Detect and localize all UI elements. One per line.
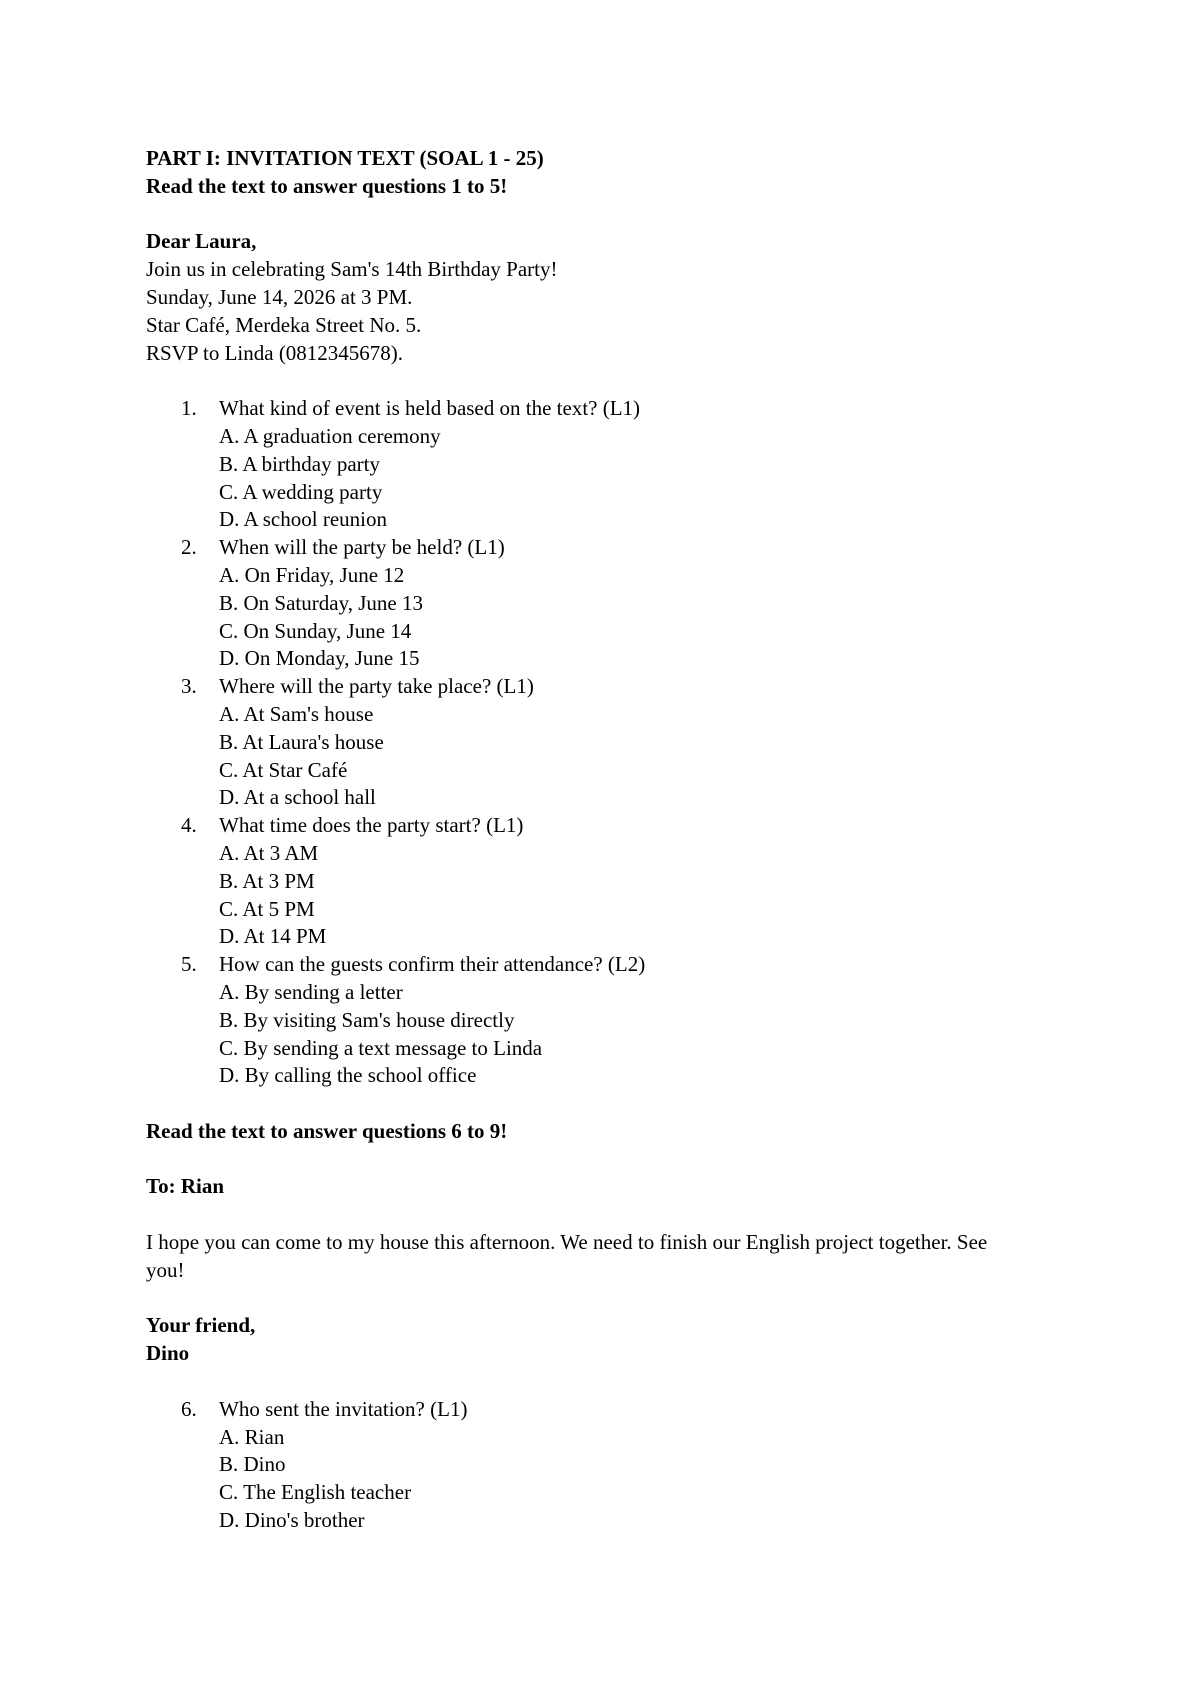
question-item-1 bbox=[146, 395, 1026, 534]
answer-option: D. Dino's brother bbox=[219, 1508, 365, 1533]
question-item-2 bbox=[146, 534, 1026, 673]
question-text: How can the guests confirm their attendance? (L2) bbox=[219, 952, 646, 977]
answer-option: B. Dino bbox=[219, 1452, 286, 1477]
answer-option: B. At 3 PM bbox=[219, 868, 315, 893]
invitation-greeting: Dear Laura, bbox=[146, 229, 257, 254]
invitation-line: Star Café, Merdeka Street No. 5. bbox=[146, 312, 422, 337]
answer-option: A. Rian bbox=[219, 1424, 285, 1449]
answer-option: D. On Monday, June 15 bbox=[219, 646, 420, 671]
question-text: Who sent the invitation? (L1) bbox=[219, 1396, 468, 1421]
answer-option: B. On Saturday, June 13 bbox=[219, 590, 423, 615]
answer-option: A. A graduation ceremony bbox=[219, 423, 441, 448]
answer-option: D. By calling the school office bbox=[219, 1063, 477, 1088]
answer-option: C. A wedding party bbox=[219, 479, 383, 504]
answer-option: D. A school reunion bbox=[219, 507, 387, 532]
question-text: Where will the party take place? (L1) bbox=[219, 674, 534, 699]
document-page bbox=[146, 145, 1026, 1535]
question-item-4 bbox=[146, 812, 1026, 951]
question-text: When will the party be held? (L1) bbox=[219, 535, 505, 560]
answer-option: C. At 5 PM bbox=[219, 896, 315, 921]
answer-option: A. At Sam's house bbox=[219, 701, 374, 726]
question-item-5 bbox=[146, 951, 1026, 1090]
answer-option: C. By sending a text message to Linda bbox=[219, 1035, 543, 1060]
spacer bbox=[146, 1146, 1026, 1174]
question-number: 6. bbox=[181, 1396, 197, 1421]
spacer bbox=[146, 1368, 1026, 1396]
question-number: 4. bbox=[181, 813, 197, 838]
invitation-signature: Dino bbox=[146, 1341, 190, 1366]
question-item-3 bbox=[146, 673, 1026, 812]
question-text: What time does the party start? (L1) bbox=[219, 813, 524, 838]
answer-option: D. At a school hall bbox=[219, 785, 376, 810]
question-number: 5. bbox=[181, 952, 197, 977]
invitation-line: RSVP to Linda (0812345678). bbox=[146, 340, 404, 365]
answer-option: C. At Star Café bbox=[219, 757, 348, 782]
answer-option: B. At Laura's house bbox=[219, 729, 384, 754]
answer-option: B. By visiting Sam's house directly bbox=[219, 1007, 515, 1032]
invitation-line: Join us in celebrating Sam's 14th Birthday Party! bbox=[146, 257, 558, 282]
spacer bbox=[146, 201, 1026, 229]
question-number: 3. bbox=[181, 674, 197, 699]
invitation-card-2 bbox=[146, 1173, 1026, 1368]
part-title: PART I: INVITATION TEXT (SOAL 1 - 25) bbox=[146, 146, 544, 170]
answer-option: C. The English teacher bbox=[219, 1480, 412, 1505]
invitation-recipient: To: Rian bbox=[146, 1174, 225, 1199]
spacer bbox=[146, 1090, 1026, 1118]
spacer bbox=[146, 367, 1026, 395]
question-number: 1. bbox=[181, 396, 197, 421]
answer-option: B. A birthday party bbox=[219, 451, 380, 476]
question-list-1 bbox=[146, 395, 1026, 1090]
spacer bbox=[146, 1285, 1026, 1313]
question-number: 2. bbox=[181, 535, 197, 560]
section2-instruction: Read the text to answer questions 6 to 9! bbox=[146, 1118, 508, 1143]
invitation-card-1 bbox=[146, 228, 1026, 367]
question-item-6 bbox=[146, 1396, 1026, 1535]
section1-instruction: Read the text to answer questions 1 to 5! bbox=[146, 173, 508, 198]
question-list-2 bbox=[146, 1396, 1026, 1535]
answer-option: D. At 14 PM bbox=[219, 924, 327, 949]
question-text: What kind of event is held based on the text? (L1) bbox=[219, 396, 641, 421]
answer-option: A. On Friday, June 12 bbox=[219, 562, 405, 587]
answer-option: A. By sending a letter bbox=[219, 979, 403, 1004]
invitation-body: I hope you can come to my house this afternoon. We need to finish our English project together. See you! bbox=[146, 1230, 993, 1282]
spacer bbox=[146, 1201, 1026, 1229]
invitation-closing: Your friend, bbox=[146, 1313, 256, 1338]
invitation-line: Sunday, June 14, 2026 at 3 PM. bbox=[146, 284, 413, 309]
answer-option: A. At 3 AM bbox=[219, 840, 319, 865]
answer-option: C. On Sunday, June 14 bbox=[219, 618, 412, 643]
